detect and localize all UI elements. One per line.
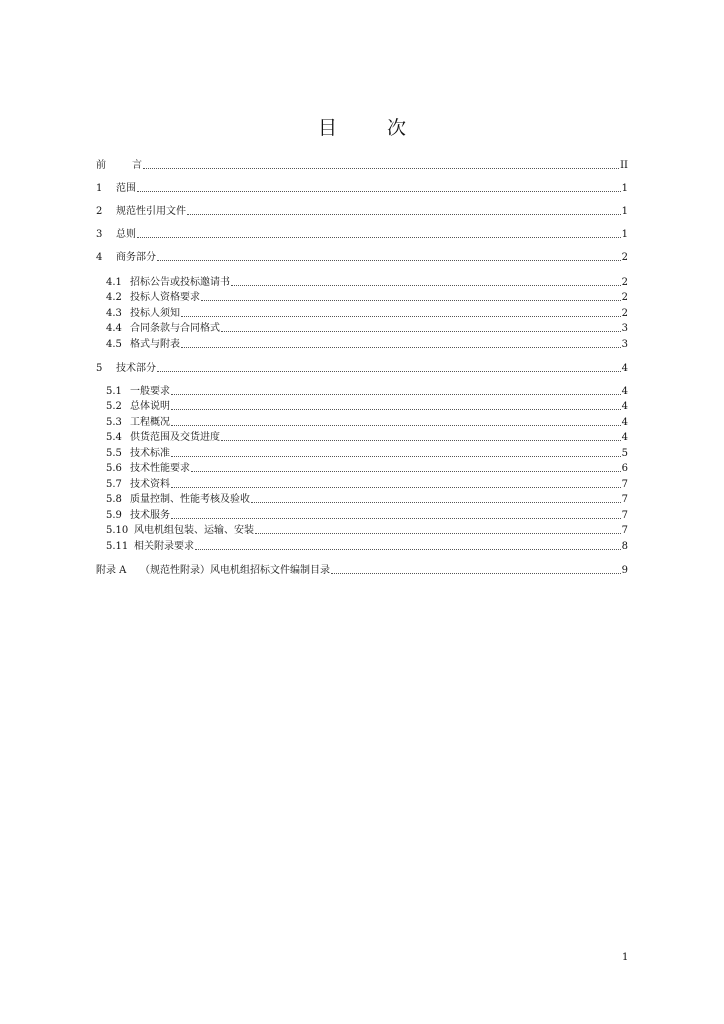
toc-entry-label: 技术资料 [130,479,170,490]
toc-leader-dots [171,455,621,457]
toc-leader-dots [231,284,621,286]
toc-leader-dots [221,439,621,441]
toc-entry-label: 商务部分 [116,252,156,263]
toc-entry[interactable] [106,522,628,537]
toc-entry-number: 4.5 [106,339,122,350]
toc-entry-page: II [620,160,628,171]
toc-entry[interactable] [106,305,628,320]
toc-entry-label: 质量控制、性能考核及验收 [130,494,250,505]
toc-entry-label: 规范性引用文件 [116,206,186,217]
toc-entry-label: 投标人资格要求 [130,292,200,303]
toc-entry-page: 7 [621,479,628,490]
toc-entry[interactable] [106,320,628,335]
toc-entry-number: 5 [96,363,103,374]
toc-entry-number: 4.2 [106,292,122,303]
toc-entry-page: 4 [621,363,628,374]
toc-entry[interactable] [106,460,628,475]
toc-entry-label: 技术性能要求 [130,463,190,474]
toc-entry[interactable] [106,507,628,522]
toc-entry[interactable] [96,562,628,577]
toc-leader-dots [171,486,621,488]
toc-entry-number: 5.4 [106,432,122,443]
toc-entry-page: 6 [621,463,628,474]
toc-entry-page: 4 [621,386,628,397]
toc-entry-number: 4.1 [106,277,122,288]
toc-entry[interactable] [106,289,628,304]
toc-leader-dots [137,236,621,238]
toc-entry-page: 9 [621,565,628,576]
toc-entry-page: 2 [621,277,628,288]
toc-entry-number: 5.1 [106,386,122,397]
page-number: 1 [622,952,629,963]
toc-leader-dots [187,213,621,215]
toc-entry[interactable] [106,491,628,506]
toc-entry-number: 5.6 [106,463,122,474]
toc-entry-label: 供货范围及交货进度 [130,432,220,443]
toc-leader-dots [143,167,619,169]
toc-leader-dots [331,572,621,574]
toc-leader-dots [171,393,621,395]
toc-entry-label: 合同条款与合同格式 [130,323,220,334]
toc-entry[interactable] [106,429,628,444]
toc-entry-number: 5.11 [106,541,129,552]
toc-entry-page: 5 [621,448,628,459]
toc-entry-number: 5.8 [106,494,122,505]
toc-entry-label: 工程概况 [130,417,170,428]
toc-leader-dots [171,408,621,410]
toc-entry[interactable] [106,398,628,413]
toc-entry-page: 4 [621,432,628,443]
toc-entry-label: （规范性附录）风电机组招标文件编制目录 [140,565,330,576]
toc-entry-number: 3 [96,229,103,240]
toc-leader-dots [181,315,621,317]
toc-entry-label: 言 [132,160,142,171]
toc-entry-number: 5.3 [106,417,122,428]
toc-entry[interactable] [96,226,628,241]
toc-entry[interactable] [106,538,628,553]
toc-entry[interactable] [96,203,628,218]
toc-entry[interactable] [96,249,628,264]
toc-leader-dots [157,370,621,372]
toc-entry-number: 前 [96,160,106,171]
toc-entry-label: 技术标准 [130,448,170,459]
toc-entry-number: 2 [96,206,103,217]
toc-entry-page: 2 [621,252,628,263]
toc-entry-number: 4.4 [106,323,122,334]
toc-entry-page: 2 [621,292,628,303]
toc-entry-label: 招标公告或投标邀请书 [130,277,230,288]
toc-entry[interactable] [96,180,628,195]
toc-entry-page: 7 [621,494,628,505]
toc-entry-number: 附录 A [96,565,127,576]
toc-entry[interactable] [96,157,628,172]
toc-entry-label: 一般要求 [130,386,170,397]
toc-entry[interactable] [106,336,628,351]
toc-entry[interactable] [96,360,628,375]
toc-entry-page: 4 [621,417,628,428]
toc-entry-number: 5.5 [106,448,122,459]
toc-entry-page: 8 [621,541,628,552]
toc-entry-number: 4.3 [106,308,122,319]
toc-entry-page: 1 [621,206,628,217]
toc-entry-label: 范围 [116,183,136,194]
toc-entry-number: 5.9 [106,510,122,521]
toc-entry-page: 7 [621,525,628,536]
toc-entry[interactable] [106,476,628,491]
toc-entry-page: 1 [621,229,628,240]
toc-entry-page: 7 [621,510,628,521]
toc-leader-dots [137,190,621,192]
toc-entry-label: 技术服务 [130,510,170,521]
toc-entry[interactable] [106,383,628,398]
toc-entry-number: 5.10 [106,525,129,536]
toc-entry-number: 5.2 [106,401,122,412]
toc-leader-dots [171,424,621,426]
toc-leader-dots [221,330,621,332]
toc-entry-label: 投标人须知 [130,308,180,319]
toc-entry-number: 4 [96,252,103,263]
toc-entry-page: 1 [621,183,628,194]
toc-entry-page: 3 [621,339,628,350]
toc-leader-dots [171,517,621,519]
toc-entry-number: 1 [96,183,103,194]
toc-entry-label: 总体说明 [130,401,170,412]
toc-entry-page: 2 [621,308,628,319]
toc-entry-page: 4 [621,401,628,412]
toc-leader-dots [255,532,621,534]
toc-leader-dots [201,299,621,301]
toc-leader-dots [157,259,621,261]
toc-entry-page: 3 [621,323,628,334]
toc-entry[interactable] [106,414,628,429]
toc-entry[interactable] [106,274,628,289]
toc-leader-dots [251,501,621,503]
toc-entry-label: 风电机组包装、运输、安装 [134,525,254,536]
toc-leader-dots [191,470,621,472]
toc-entry-label: 技术部分 [116,363,156,374]
toc-entry-label: 相关附录要求 [134,541,194,552]
toc-leader-dots [195,548,621,550]
toc-entry-label: 总则 [116,229,136,240]
toc-entry[interactable] [106,445,628,460]
toc-entry-label: 格式与附表 [130,339,180,350]
toc-leader-dots [181,346,621,348]
toc-entry-number: 5.7 [106,479,122,490]
toc-title: 目 次 [317,117,429,139]
